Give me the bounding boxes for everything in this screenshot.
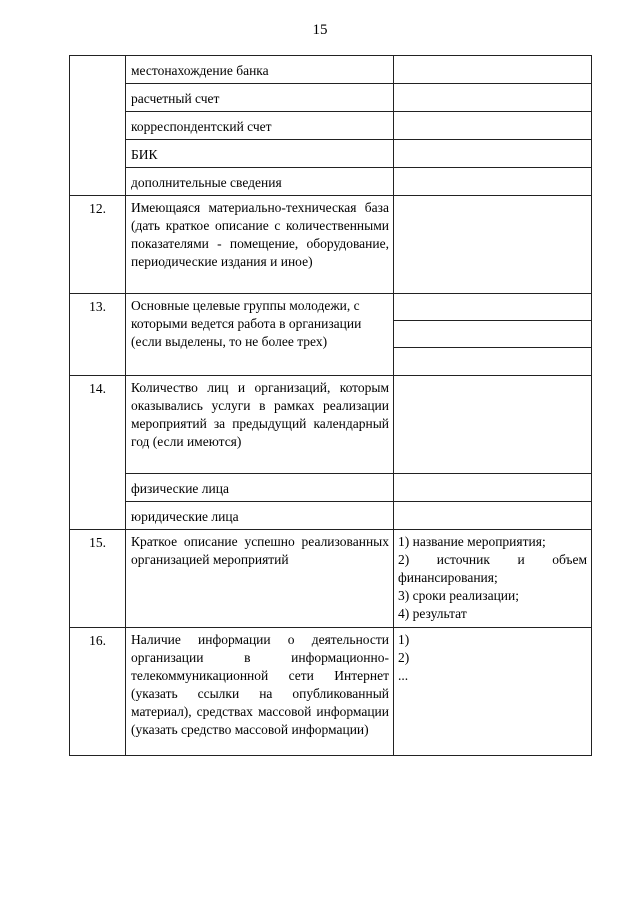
target-group-value-3 <box>394 348 592 376</box>
table-row <box>70 376 592 474</box>
table-row <box>70 530 592 628</box>
info-availability-value <box>394 628 592 756</box>
row-number-13: 13. <box>70 294 126 376</box>
settlement-account-value <box>394 84 592 112</box>
services-count-label: Количество лиц и организаций, которым оказывались услуги в рамках реализации мероприятий за предыдущий календарный год (если имеются) <box>126 376 394 474</box>
additional-info-label: дополнительные сведения <box>126 168 394 196</box>
info-availability-label: Наличие информации о деятельности организации в информационно-телекоммуникационной сети Интернет (указать ссылки на опубликованный материал), средствах массовой информации (указать средство массовой информации) <box>126 628 394 756</box>
settlement-account-label: расчетный счет <box>126 84 394 112</box>
individuals-value <box>394 474 592 502</box>
event-item-2: 2) источник и объем финансирования; <box>398 552 587 585</box>
table-row <box>70 196 592 294</box>
events-description-label: Краткое описание успешно реализованных организацией мероприятий <box>126 530 394 628</box>
bik-label: БИК <box>126 140 394 168</box>
legal-entities-value <box>394 502 592 530</box>
additional-info-value <box>394 168 592 196</box>
individuals-label: физические лица <box>126 474 394 502</box>
correspondent-account-label: корреспондентский счет <box>126 112 394 140</box>
info-item-more: ... <box>398 668 409 683</box>
material-base-value <box>394 196 592 294</box>
row-number-14: 14. <box>70 376 126 530</box>
table-row <box>70 474 592 502</box>
table-row <box>70 294 592 321</box>
target-group-value-2 <box>394 321 592 348</box>
material-base-label: Имеющаяся материально-техническая база (дать краткое описание с количественными показателями - помещение, оборудование, периодические издания и иное) <box>126 196 394 294</box>
bank-location-label: местонахождение банка <box>126 56 394 84</box>
row-number-12: 12. <box>70 196 126 294</box>
info-item-1: 1) <box>398 632 410 647</box>
target-group-value-1 <box>394 294 592 321</box>
row-number-15: 15. <box>70 530 126 628</box>
event-item-4: 4) результат <box>398 606 467 621</box>
table-row <box>70 168 592 196</box>
correspondent-account-value <box>394 112 592 140</box>
bank-location-value <box>394 56 592 84</box>
event-item-1: 1) название мероприятия; <box>398 534 546 549</box>
services-count-value <box>394 376 592 474</box>
table-row <box>70 84 592 112</box>
legal-entities-label: юридические лица <box>126 502 394 530</box>
table-row <box>70 56 592 84</box>
info-item-2: 2) <box>398 650 410 665</box>
page-number: 15 <box>312 22 328 38</box>
row-number-16: 16. <box>70 628 126 756</box>
table-row <box>70 112 592 140</box>
bik-value <box>394 140 592 168</box>
target-groups-label: Основные целевые группы молодежи, с которыми ведется работа в организации (если выделены, то не более трех) <box>126 294 394 376</box>
table-row <box>70 140 592 168</box>
table-row <box>70 628 592 756</box>
application-form-table <box>69 55 592 756</box>
row-number-cell <box>70 56 126 196</box>
events-description-value <box>394 530 592 628</box>
table-row <box>70 502 592 530</box>
event-item-3: 3) сроки реализации; <box>398 588 519 603</box>
